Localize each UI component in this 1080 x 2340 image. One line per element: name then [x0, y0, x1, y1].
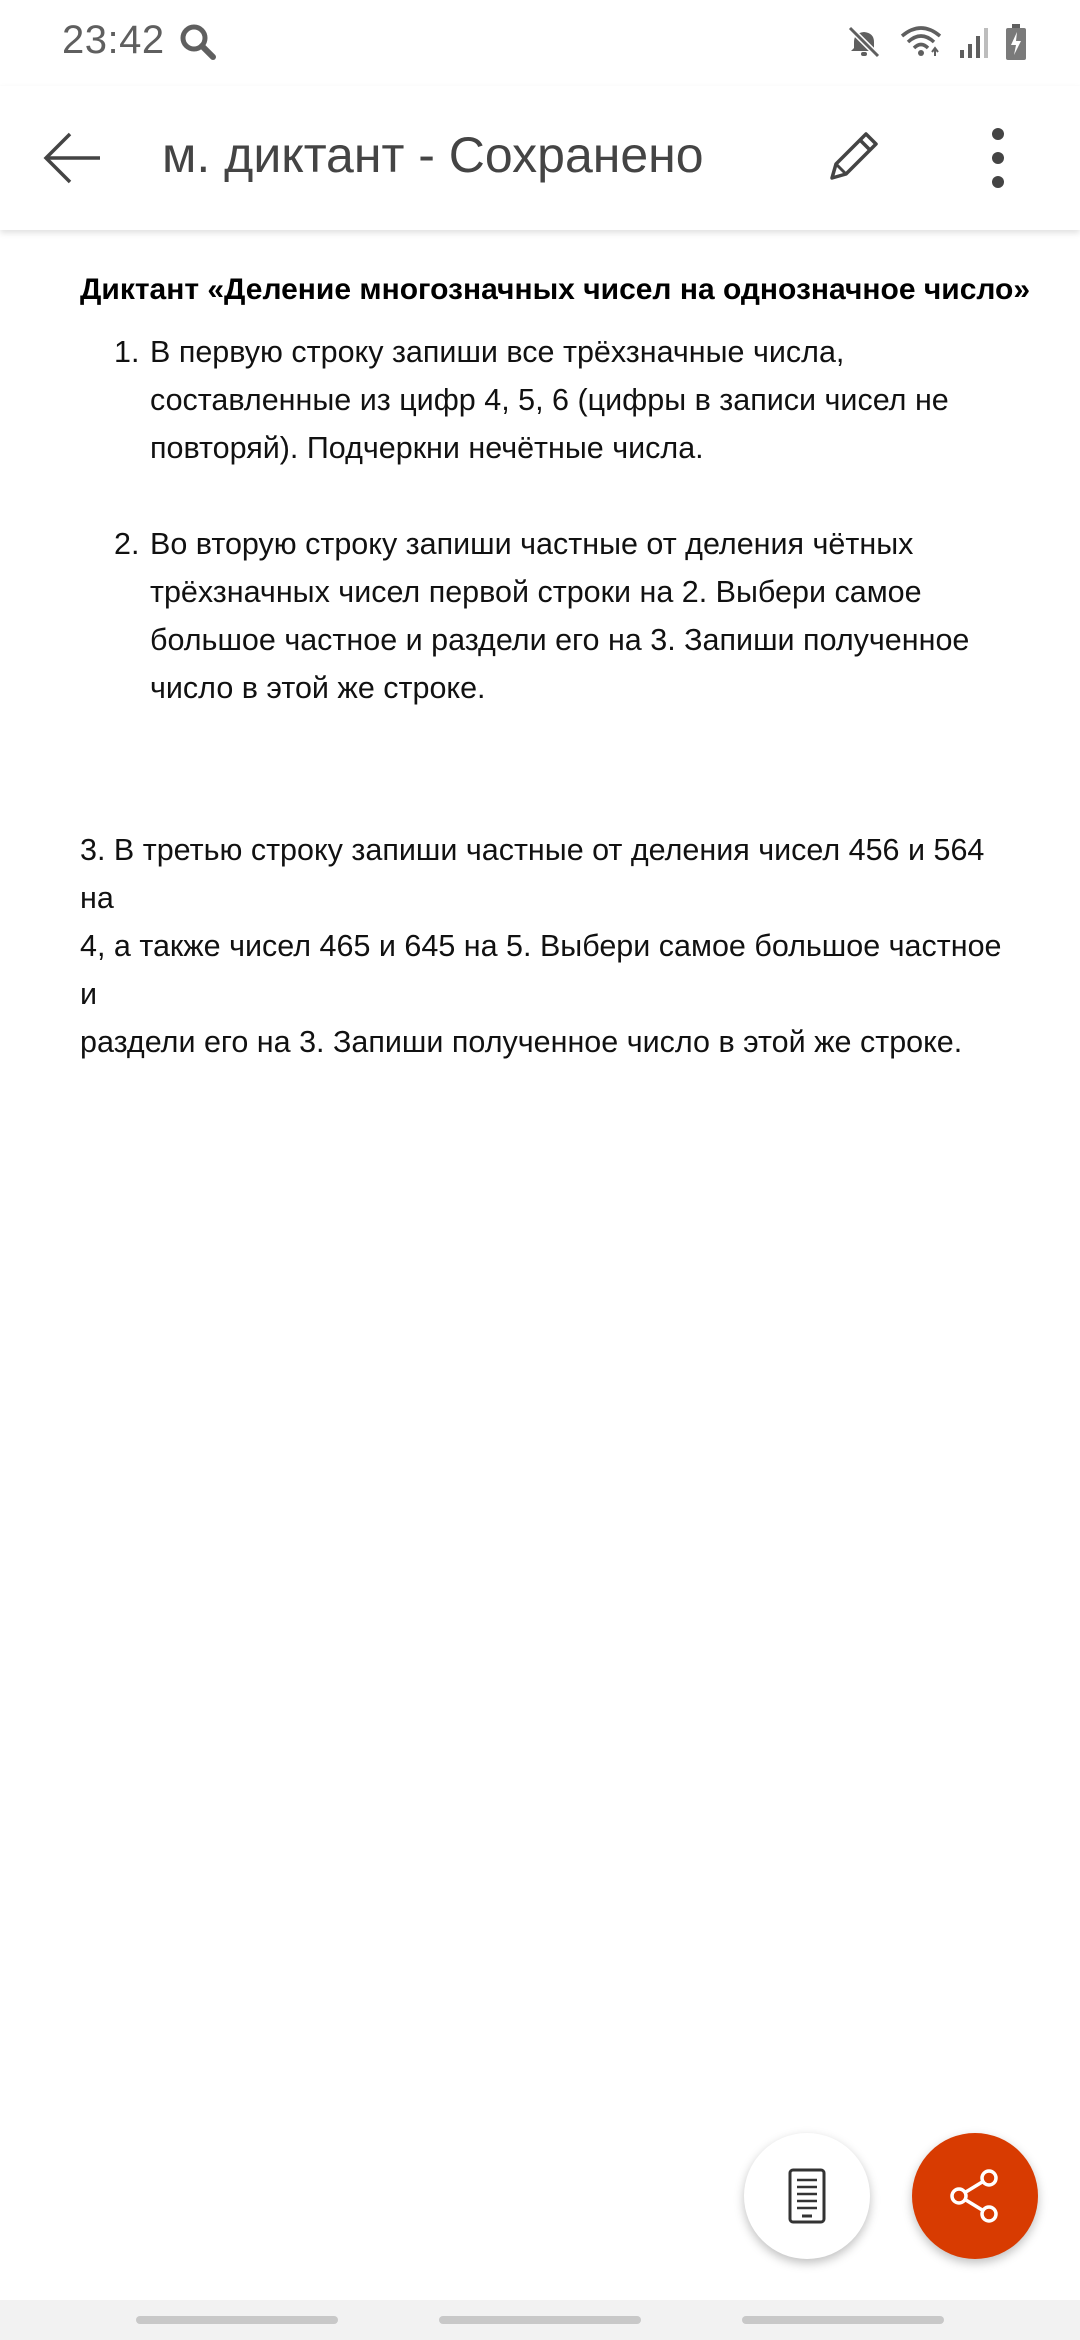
more-options-button[interactable] — [958, 116, 1038, 200]
wifi-icon — [898, 22, 944, 62]
back-arrow-icon — [40, 126, 104, 190]
nav-back-handle[interactable] — [742, 2316, 944, 2324]
mute-icon — [844, 22, 884, 62]
back-button[interactable] — [30, 116, 114, 200]
reading-view-icon — [784, 2166, 830, 2226]
list-line: составленные из цифр 4, 5, 6 (цифры в записи чисел не — [150, 383, 949, 417]
nav-home-handle[interactable] — [439, 2316, 641, 2324]
list-line: Во вторую строку запиши частные от деления чётных — [150, 527, 914, 561]
list-item-1 — [114, 328, 984, 472]
reading-view-button[interactable] — [744, 2133, 870, 2259]
paragraph-3 — [80, 826, 1010, 1066]
navigation-bar — [0, 2300, 1080, 2340]
dictation-heading: Диктант «Деление многозначных чисел на однозначное число» — [80, 273, 1031, 306]
pencil-icon — [820, 126, 884, 190]
status-bar — [0, 0, 1080, 86]
list-line: повторяй). Подчеркни нечётные числа. — [150, 431, 704, 465]
list-text — [114, 520, 984, 712]
share-icon — [945, 2166, 1005, 2226]
list-text — [114, 328, 984, 472]
signal-icon — [958, 22, 990, 62]
status-time: 23:42 — [62, 18, 165, 62]
battery-icon — [1004, 22, 1028, 62]
list-line: В первую строку запиши все трёхзначные числа, — [150, 335, 845, 369]
list-line: большое частное и раздели его на 3. Запиши полученное — [150, 623, 970, 657]
document-body[interactable] — [0, 230, 1080, 2110]
more-vertical-icon — [988, 126, 1008, 190]
share-button[interactable] — [912, 2133, 1038, 2259]
paragraph-line: 4, а также чисел 465 и 645 на 5. Выбери самое большое частное и — [80, 929, 1002, 1011]
app-bar — [0, 86, 1080, 230]
list-line: трёхзначных чисел первой строки на 2. Выбери самое — [150, 575, 922, 609]
edit-button[interactable] — [810, 116, 894, 200]
search-icon — [176, 20, 220, 64]
list-number: 1. — [114, 335, 140, 369]
status-icons — [844, 20, 1028, 64]
list-line: число в этой же строке. — [150, 671, 486, 705]
document-title: м. диктант - Сохранено — [162, 127, 704, 183]
list-number: 2. — [114, 527, 140, 561]
nav-recents-handle[interactable] — [136, 2316, 338, 2324]
paragraph-line: 3. В третью строку запиши частные от деления чисел 456 и 564 на — [80, 833, 985, 915]
list-item-2 — [114, 520, 984, 712]
paragraph-line: раздели его на 3. Запиши полученное число в этой же строке. — [80, 1025, 963, 1059]
